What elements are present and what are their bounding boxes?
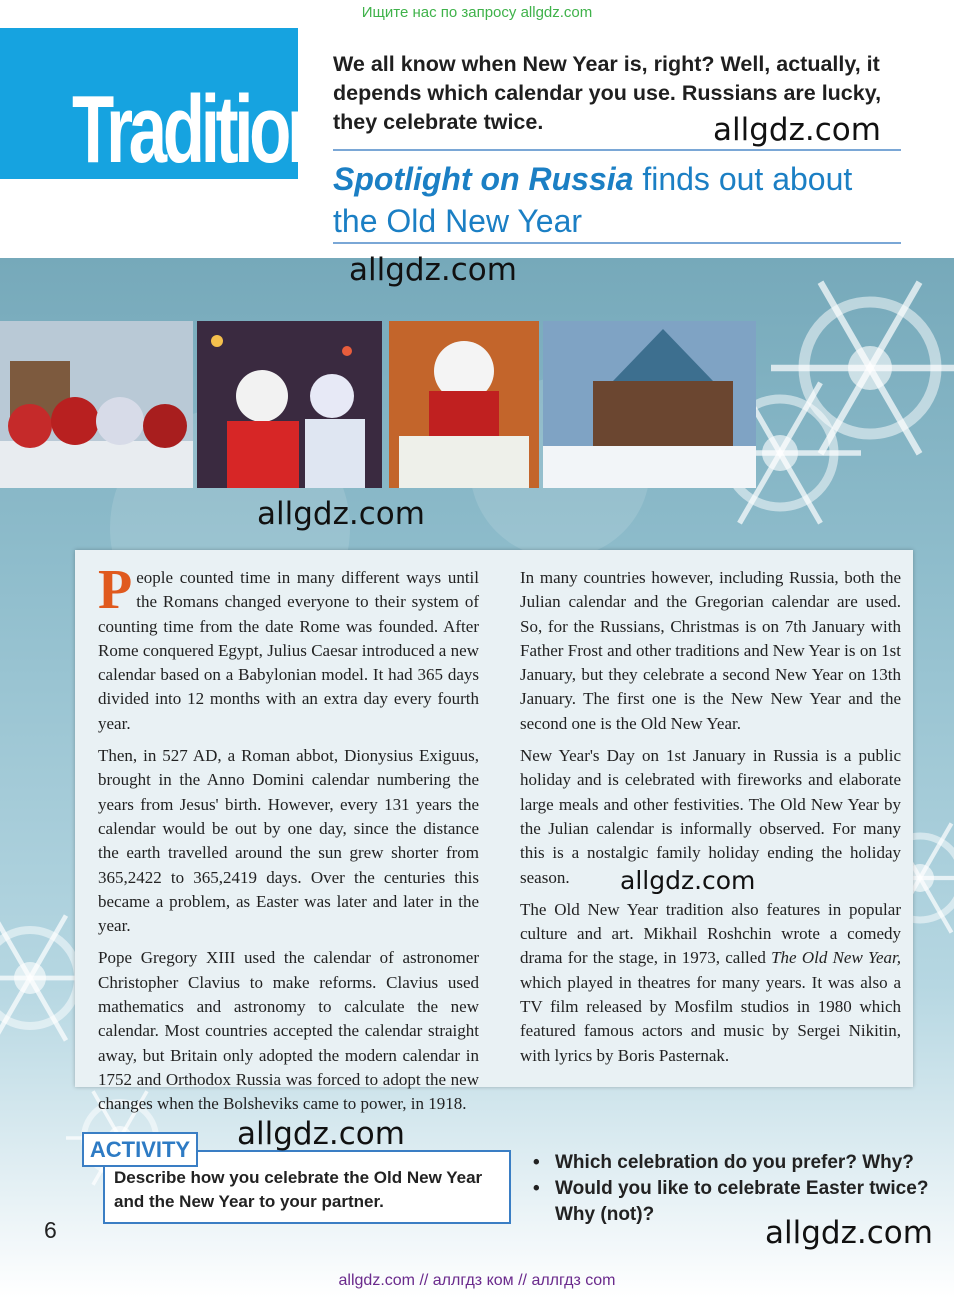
- watermark: allgdz.com: [257, 496, 425, 532]
- watermark: allgdz.com: [765, 1215, 933, 1251]
- watermark: allgdz.com: [620, 866, 756, 895]
- father-frost-and-snow-maiden-photo: [197, 321, 382, 488]
- top-search-hint[interactable]: Ищите нас по запросу allgdz.com: [361, 4, 593, 21]
- article-paragraph: New Year's Day on 1st January in Russia is a public holiday and is celebrated with fireworks and elaborate large meals and other festivities. The Old New Year by the Julian calendar is informally observed. For many this is a nostalgic family holiday ending the holiday season.: [520, 746, 901, 887]
- spotlight-title: Spotlight on Russia: [333, 161, 634, 197]
- question-item: • Which celebration do you prefer? Why?: [533, 1150, 933, 1176]
- spotlight-subtitle-1: finds out about: [633, 161, 853, 197]
- wooden-residence-in-snow-photo: [543, 321, 756, 488]
- watermark: allgdz.com: [713, 112, 881, 148]
- footer-links[interactable]: allgdz.com // аллгдз ком // аллгдз com: [338, 1272, 616, 1289]
- article-paragraph: In many countries however, including Russia, both the Julian calendar and the Gregorian calendar are used. So, for the Russians, Christmas is on 7th January with Father Frost and other traditions and New Year is on 1st January, but they celebrate a second New Year on 13th January. The first one is the New New Year and the second one is the Old New Year.: [520, 568, 901, 733]
- article-paragraph: The Old New Year tradition also features in popular culture and art. Mikhail Roshchin wrote a comedy drama for the stage, in 1973, called The Old New Year, which played in theatres for many years. It was also a TV film released by Mosfilm studios in 1980 which featured famous actors and music by Sergei Nikitin, with lyrics by Boris Pasternak.: [520, 899, 901, 1065]
- article-column-right: [520, 566, 901, 1076]
- play-title: The Old New Year,: [771, 948, 901, 968]
- snowflake-icon: [771, 282, 954, 454]
- divider-line: [333, 149, 901, 151]
- article-column-left: [98, 559, 479, 1125]
- spotlight-heading: [333, 158, 913, 242]
- drop-cap: P: [98, 559, 133, 621]
- watermark: allgdz.com: [349, 252, 517, 288]
- watermark: allgdz.com: [237, 1116, 405, 1152]
- activity-task: Describe how you celebrate the Old New Year and the New Year to your partner.: [114, 1168, 483, 1211]
- question-item: • Would you like to celebrate Easter twice? Why (not)?: [533, 1176, 933, 1228]
- page-number: 6: [44, 1217, 57, 1243]
- photo-strip: [0, 321, 756, 488]
- article-paragraph: People counted time in many different ways until the Romans changed everyone to their system of counting time from the date Rome was founded. After Rome conquered Egypt, Julius Caesar introduced a new calendar based on a Babylonian model. It had 365 days divided into 12 months with an extra day every fourth year.: [98, 559, 479, 733]
- spotlight-subtitle-2: the Old New Year: [333, 203, 583, 239]
- intro-text: We all know when New Year is, right? Well, actually, it depends which calendar you use. Russians are lucky, they celebrate twice.: [333, 52, 882, 134]
- article-paragraph: Pope Gregory XIII used the calendar of astronomer Christopher Clavius to make reforms. Clavius used mathematics and astronomy to calculate the new calendar. Most countries accepted the calendar straight away, but Britain only adopted the modern calendar in 1752 and Orthodox Russia was forced to adopt the new changes when the Bolsheviks came to power, in 1918.: [98, 948, 479, 1114]
- divider-line: [333, 242, 901, 244]
- activity-label: ACTIVITY: [82, 1132, 198, 1167]
- father-frost-reading-letters-photo: [389, 321, 539, 488]
- grandfathers-frost-group-photo: [0, 321, 193, 488]
- article-paragraph: Then, in 527 AD, a Roman abbot, Dionysius Exiguus, brought in the Anno Domini calendar numbering the years from Jesus' birth. However, every 131 years the calendar would be out by one day, since the distance the earth travelled around the sun grew shorter from 365,2422 to 365,2419 days. Over the centuries this became a problem, as Easter was later and later in the year.: [98, 746, 479, 936]
- section-title: Tradition: [72, 76, 325, 183]
